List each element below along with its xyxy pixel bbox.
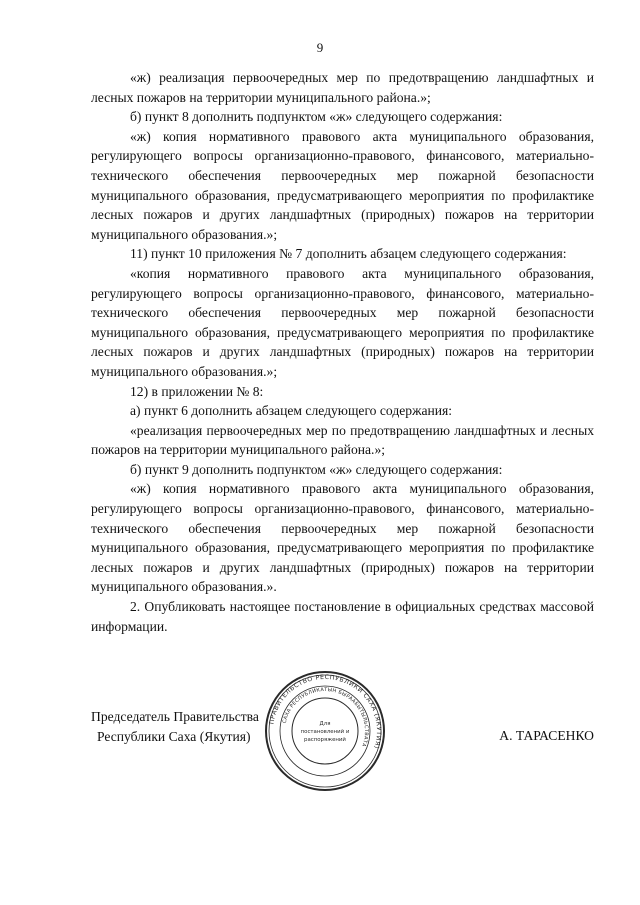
- paragraph: «реализация первоочередных мер по предотвращению ландшафтных и лесных пожаров на территории муниципального района.»;: [91, 422, 594, 458]
- paragraph: «ж) реализация первоочередных мер по предотвращению ландшафтных и лесных пожаров на территории муниципального района.»;: [91, 70, 594, 105]
- stamp-center-line-2: постановлений и: [300, 729, 350, 735]
- page-number: 9: [316, 40, 324, 55]
- signatory-title-line-1: Председатель Правительства: [91, 709, 259, 724]
- signatory-title-line-2: Республики Саха (Якутия): [97, 729, 251, 744]
- paragraph: «ж) копия нормативного правового акта муниципального образования, регулирующего вопросы организационно-правового, финансового, материально-технического обеспечения первоочередных мер пожарной безопасности муниципального образования, предусматривающего мероприятия по профилактике лесных пожаров и других ландшафтных (природных) пожаров на территории муниципального образования.».: [91, 481, 594, 595]
- stamp-inner-text: САХА РЕСПУБЛИКАТЫН БЫРААБЫТЫЛЬСТВАТА: [281, 686, 370, 748]
- paragraph: 2. Опубликовать настоящее постановление в официальных средствах массовой информации.: [91, 599, 594, 634]
- paragraph: «копия нормативного правового акта муниципального образования, регулирующего вопросы организационно-правового, финансового, материально-технического обеспечения первоочередных мер пожарной безопасности муниципального образования, предусматривающего мероприятия по профилактике лесных пожаров и других ландшафтных (природных) пожаров на территории муниципального образования.»;: [91, 265, 594, 379]
- paragraph: б) пункт 9 дополнить подпунктом «ж» следующего содержания:: [130, 461, 503, 477]
- stamp-outer-text: ПРАВИТЕЛЬСТВО РЕСПУБЛИКИ САХА (ЯКУТИЯ): [268, 673, 383, 750]
- signatory-title: [91, 707, 259, 747]
- signatory-name: А. ТАРАСЕНКО: [499, 728, 594, 743]
- paragraph: 11) пункт 10 приложения № 7 дополнить абзацем следующего содержания:: [130, 246, 567, 262]
- paragraph: б) пункт 8 дополнить подпунктом «ж» следующего содержания:: [130, 109, 503, 125]
- official-seal-stamp: [264, 670, 386, 792]
- stamp-center-line-1: Для: [319, 721, 331, 727]
- paragraph: 12) в приложении № 8:: [130, 383, 264, 399]
- stamp-center-line-3: распоряжений: [304, 737, 346, 743]
- document-body: [91, 68, 594, 636]
- paragraph: а) пункт 6 дополнить абзацем следующего содержания:: [130, 403, 453, 419]
- paragraph: «ж) копия нормативного правового акта муниципального образования, регулирующего вопросы организационно-правового, финансового, материально-технического обеспечения первоочередных мер пожарной безопасности муниципального образования, предусматривающего мероприятия по профилактике лесных пожаров и других ландшафтных (природных) пожаров на территории муниципального образования.»;: [91, 128, 594, 242]
